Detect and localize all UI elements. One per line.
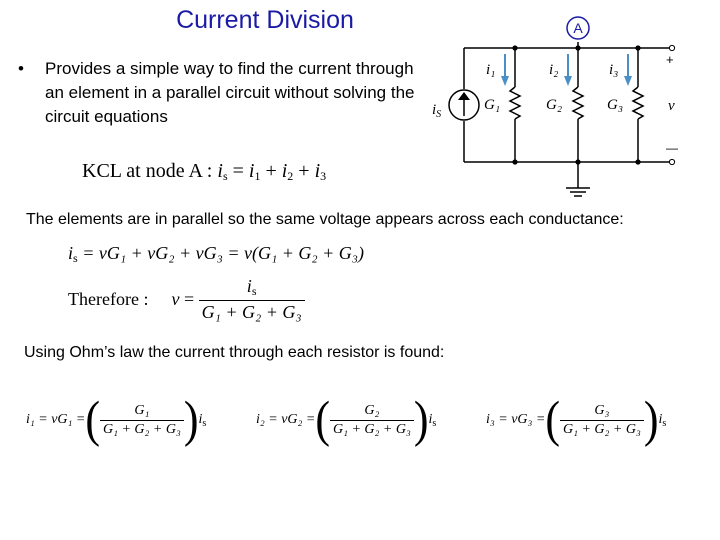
kcl-equation: KCL at node A : $i_s = i_1 + i_2 + i_3$ [82, 160, 327, 183]
divider-equation-1: i₁ = vG₁ =( $\frac{\text{G₁}}{\text{G₁ + G₂ + G₃}}$ )$i_s$ [26, 391, 207, 448]
is-eq-lhs-sub: s [73, 251, 78, 265]
is-eq-lhs: i [68, 243, 74, 263]
kcl-label: KCL at node A : [82, 160, 213, 182]
divider-2-num: G₂ [330, 403, 414, 421]
therefore-var: v [171, 289, 180, 309]
divider-equation-3: i₃ = vG₃ =( $\frac{\text{G₃}}{\text{G₁ + G₂ + G₃}}$ )$i_s$ [486, 391, 667, 448]
slide-title: Current Division [176, 6, 354, 34]
therefore-num: i [246, 276, 252, 296]
parallel-circuit-diagram [420, 4, 688, 204]
branch-current-i2: i₂ [549, 62, 559, 78]
is-equation [68, 243, 364, 266]
divider-3-num: G₃ [560, 403, 644, 421]
divider-2-tail-sub: s [432, 418, 437, 430]
conductance-g2: G₂ [546, 97, 563, 113]
kcl-is-sub: s [222, 169, 228, 183]
ohm-text: Using Ohm’s law the current through each resistor is found: [24, 344, 445, 361]
bullet-marker: • [18, 59, 24, 78]
divider-3-den: G₁ + G₂ + G₃ [563, 421, 641, 437]
conductance-g3: G₃ [607, 97, 624, 113]
divider-1-tail-sub: s [202, 418, 207, 430]
ammeter-icon [567, 17, 589, 39]
therefore-den: G₁ + G₂ + G₃ [201, 302, 302, 322]
conductance-g1: G₁ [484, 97, 501, 113]
plus-sign: + [666, 52, 674, 67]
bullet-text: Provides a simple way to find the current through an element in a parallel circuit without solving the circuit equations [45, 59, 415, 126]
kcl-i2-sub: 2 [287, 169, 294, 183]
source-label: $i_S$ [432, 102, 442, 120]
therefore-label: Therefore : [68, 289, 149, 309]
divider-2-lhs: i₂ = vG₂ = [256, 412, 316, 427]
divider-1-num: G₁ [100, 403, 184, 421]
branch-current-i3: i₃ [609, 62, 619, 78]
kcl-i3-sub: 3 [320, 169, 327, 183]
minus-sign: — [666, 141, 678, 155]
voltage-label: v [668, 98, 675, 114]
parallel-text: The elements are in parallel so the same voltage appears across each conductance: [26, 211, 624, 228]
divider-1-den: G₁ + G₂ + G₃ [103, 421, 181, 437]
divider-1-lhs: i₁ = vG₁ = [26, 412, 86, 427]
divider-2-tail: i [428, 412, 433, 427]
therefore-fraction [199, 276, 305, 323]
current-source-icon [449, 90, 479, 120]
divider-3-tail-sub: s [662, 418, 667, 430]
divider-1-tail: i [198, 412, 203, 427]
therefore-num-sub: s [251, 284, 257, 298]
kcl-i3: i [314, 160, 321, 182]
therefore-equation: Therefore : v = $\frac{i_s}{\text{G₁ + G₂ + G₃}}$ [68, 276, 305, 323]
kcl-i1-sub: 1 [254, 169, 261, 183]
is-eq-rhs: = vG₁ + vG₂ + vG₃ = v(G₁ + G₂ + G₃) [82, 243, 365, 263]
divider-equation-2: i₂ = vG₂ =( $\frac{\text{G₂}}{\text{G₁ + G₂ + G₃}}$ )$i_s$ [256, 391, 437, 448]
divider-2-den: G₁ + G₂ + G₃ [333, 421, 411, 437]
branch-current-i1: i₁ [486, 62, 496, 78]
kcl-i2: i [281, 160, 288, 182]
divider-3-lhs: i₃ = vG₃ = [486, 412, 546, 427]
divider-3-tail: i [658, 412, 663, 427]
kcl-is: i [217, 160, 223, 182]
ammeter-label: A [573, 20, 583, 36]
kcl-i1: i [248, 160, 255, 182]
